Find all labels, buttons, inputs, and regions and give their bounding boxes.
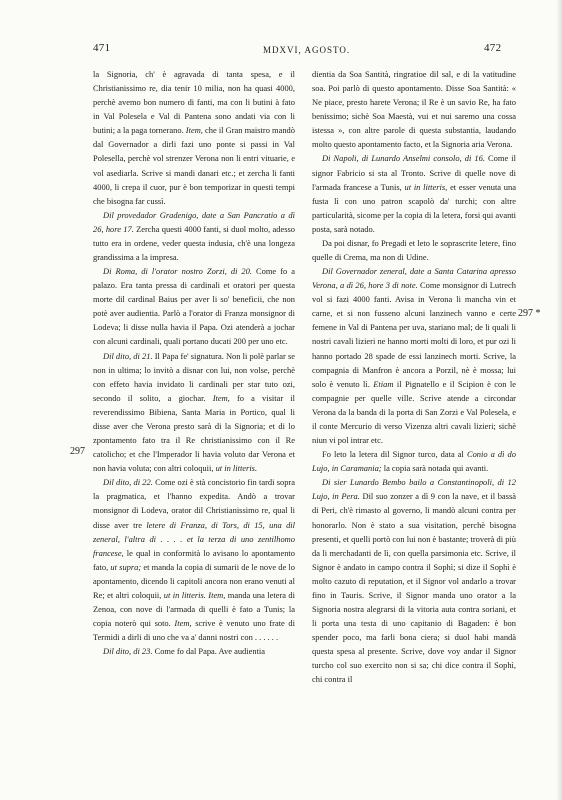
- italic-text: Di sier Lunardo Bembo bailo a Constantinopoli, di 12 Lujo, in Pera.: [312, 477, 516, 502]
- margin-note-right: 297 *: [518, 308, 541, 319]
- paragraph: [312, 236, 516, 264]
- text-run: Dil suo zonzer a dì 9 con la nave, et il bassà di Peri, ch'è rimasto al governo, li mandò alcuni contra per honorarlo. Non è stato a sua visitation, perchè bisogna presenti, et quelli portò con lui non è bastante; troverà di più da li merchadanti de lì, con quella parsimonia etc. Scrive, il Signor è andato in campo contra il Sophì; si dize il Sophì è molto cazuto di reputation, et il Signor vol andarlo a trovar fino in Tauris. Scrive, il Signor manda uno orator a la Signoria nostra alegrarsi di la vitoria auta contra soriani, et li porta una testa di uno capitanio di Bagaden: è bon spender poco, ma farli bona ciera; si duol habi mandà questa spesa al presente. Scrive, dove voy andar il Signor turcho col suo exercito non si sa; chi dice contra il Sophì, chi contra il: [312, 491, 516, 685]
- text-run: et manda la copia di sumarii de le nove de lo apontamento, dicendo li capitoli ancora non erano venuti al Re; et altri coloquii,: [93, 561, 295, 600]
- italic-text: Dil dito, di 21.: [103, 350, 153, 361]
- text-run: Come ozi è stà concistorio fin tardi sopra la pragmatica, et l'hanno expedita. Andò a trovar monsignor di Lodeva, orator dil Christianissimo re, qual li disse aver tre: [93, 477, 295, 530]
- paragraph: [93, 264, 295, 348]
- text-run: fo a visitar il reverendissimo Bibiena, Santa Maria in Portico, qual li disse aver che Verona presto sarà di la Signoria; et di lo zpontamento fato tra il Re christianissimo con il Re catolicho; et che l'Imperador li havia voluto dar Verona et non havia voluta; con altri coloquii,: [93, 392, 295, 474]
- italic-text: ut in litteris,: [404, 181, 448, 192]
- text-run: Il Papa fe' signatura. Non li polè parlar se non in ultima; lo invitò a disnar con lui, non volse, perchè con effeto havia invidato li cardinali per star tuto ozi, secondo il solito, a giochar.: [93, 350, 295, 403]
- right-column: [312, 67, 516, 686]
- text-run: Come monsignor di Lutrech vol si fazi 4000 fanti. Avisa in Verona li mancha vin et carne, et si non fusseno alcuni lanzinech vanno e certe femene in Val di Pantena per uva, stariano mal; de li quali li nostri cavali lizieri ne hanno morti molti di loro, et pur ozi li hanno portado 28 spade de essi lanzinech morti. Scrive, la compagnia di Manfron è ancora a Porzil, nè è mossa; lui solo è venuto lì.: [312, 280, 516, 389]
- text-run: Zercha questi 4000 fanti, si duol molto, adesso tutto era in ordene, veder questa indusia, ch'è una longeza grandissima a la impresa.: [93, 223, 295, 263]
- paragraph: [312, 264, 516, 447]
- paragraph: [312, 475, 516, 686]
- text-run: Come il signor Fabricio si sta al Tronto. Scrive di quelle nove di l'armada francese a Tunis,: [312, 153, 516, 192]
- paragraph: [93, 644, 295, 658]
- paragraph: [93, 67, 295, 208]
- italic-text: Dil dito, di 22.: [103, 477, 153, 488]
- text-run: la copia sarà notada qui avanti.: [381, 463, 489, 474]
- text-run: Da poi disnar, fo Pregadi et leto le soprascrite letere, fino quelle di Crema, ma non di Udine.: [312, 237, 516, 263]
- text-run: Come fo a palazo. Era tanta pressa di cardinali et oratori per questa morte dil cardinal Baius per aver li so' beneficii, che non potè aver audientia. Parlò a l'orator di Franza monsignor di Lodeva; li disse nulla havia il Papa. Ozi atenderà a jochar con alcuni cardinali, quali portano ducati 200 per uno etc.: [93, 266, 295, 347]
- paragraph: [312, 67, 516, 151]
- paragraph: [93, 349, 295, 476]
- text-run: Come fo dal Papa. Ave audientia: [152, 646, 266, 657]
- text-run: che il Gran maistro mandò dal Governador a dirli fazi uno ponte si passi in Val Polesella, perchè vol strenzer Verona non li entri vituarie, e vol asediarla. Scrive si mandi danari etc.; et zercha li fanti 4000, li crepa il cuor, pur è bon temporizar in questi tempi che bisogna far cussì.: [93, 125, 295, 206]
- italic-text: Item,: [212, 392, 230, 403]
- page-number-left: 471: [93, 42, 111, 54]
- left-column: [93, 67, 295, 658]
- italic-text: Conio a dì do Lujo, in Caramania;: [312, 449, 516, 474]
- text-run: et esser venuta una fusta lì con uno patron scapolò da' turchi; con altre particularità, sicome per la copia di la letera, forsi qui avanti posta, sarà notado.: [312, 181, 516, 234]
- text-run: le qual in conformità lo avisano lo apontamento fato,: [93, 547, 295, 572]
- text-run: la Signoria, ch' è agravada di tanta spesa, e il Christianissimo re, dia tenir 10 milia, non ha quasi 4000, perchè avemo bon numero di fanti, ma con li butini à fato in Val Polesela e Val di Pantena sono andati via con li butini; a la paga tornerano.: [93, 69, 295, 136]
- italic-text: Dil Governador zeneral, date a Santa Catarina apresso Verona, a dì 26, hore 3 di note.: [312, 266, 516, 291]
- italic-text: Di Napoli, di Lunardo Anselmi consolo, di 16.: [322, 153, 485, 164]
- italic-text: Di Roma, di l'orator nostro Zorzi, di 20.: [103, 266, 252, 277]
- text-run: Fo leto la letera dil Signor turco, data al: [322, 449, 467, 460]
- text-run: manda una letera di Zenoa, con nove di l'armada di quelli è fato a Tunis; la copia noterò qui soto.: [93, 589, 295, 629]
- text-run: il Pignatello e il Scipion è con le compagnie per quelle ville. Scrive atende a circondar Verona da la banda di la porta di San Zorzi e Val Polesela, e il conte Mercurio di verso Vizenza altri cavali lizieri; sichè niun vi pol intrar etc.: [312, 378, 516, 446]
- italic-text: ut supra;: [110, 561, 142, 572]
- italic-text: Dil provedador Gradenigo, date a San Pancratio a dì 26, hore 17.: [93, 209, 295, 234]
- margin-note-left: 297: [70, 446, 85, 457]
- paragraph: [93, 475, 295, 644]
- paragraph: [93, 208, 295, 264]
- italic-text: letere di Franza, di Tors, di 15, una dil zeneral, l'altra di . . . . et la terza di uno zentilhomo francese,: [93, 519, 295, 558]
- text-run: dientia da Soa Santità, ringratioe dil sal, e di la vatitudine soa. Poi parlò di questo apontamento. Disse Soa Santità: « Ne piace, presto harete Verona; il Re è un savio Re, ha fato benissimo; sichè Soa Maestà, vui et nui saremo una cossa istessa », con altre parole di questa substantia, laudando molto questo apontamento facto, et la Signoria aria Verona.: [312, 69, 516, 150]
- page-number-right: 472: [484, 42, 502, 54]
- italic-text: ut in litteris.: [215, 463, 258, 474]
- italic-text: Etiam: [373, 378, 394, 389]
- italic-text: ut in litteris. Item,: [163, 589, 226, 600]
- italic-text: Dil dito, di 23.: [103, 646, 153, 657]
- running-title: MDXVI, AGOSTO.: [263, 45, 351, 55]
- text-run: scrive è venuto uno frate di Termidi a dirli di uno che va a' danni nostri con . . . . . .: [93, 618, 295, 643]
- italic-text: Item,: [185, 125, 203, 136]
- italic-text: Item,: [174, 618, 192, 629]
- paragraph: [312, 447, 516, 475]
- paragraph: [312, 151, 516, 235]
- page-edge-shadow: [556, 0, 562, 800]
